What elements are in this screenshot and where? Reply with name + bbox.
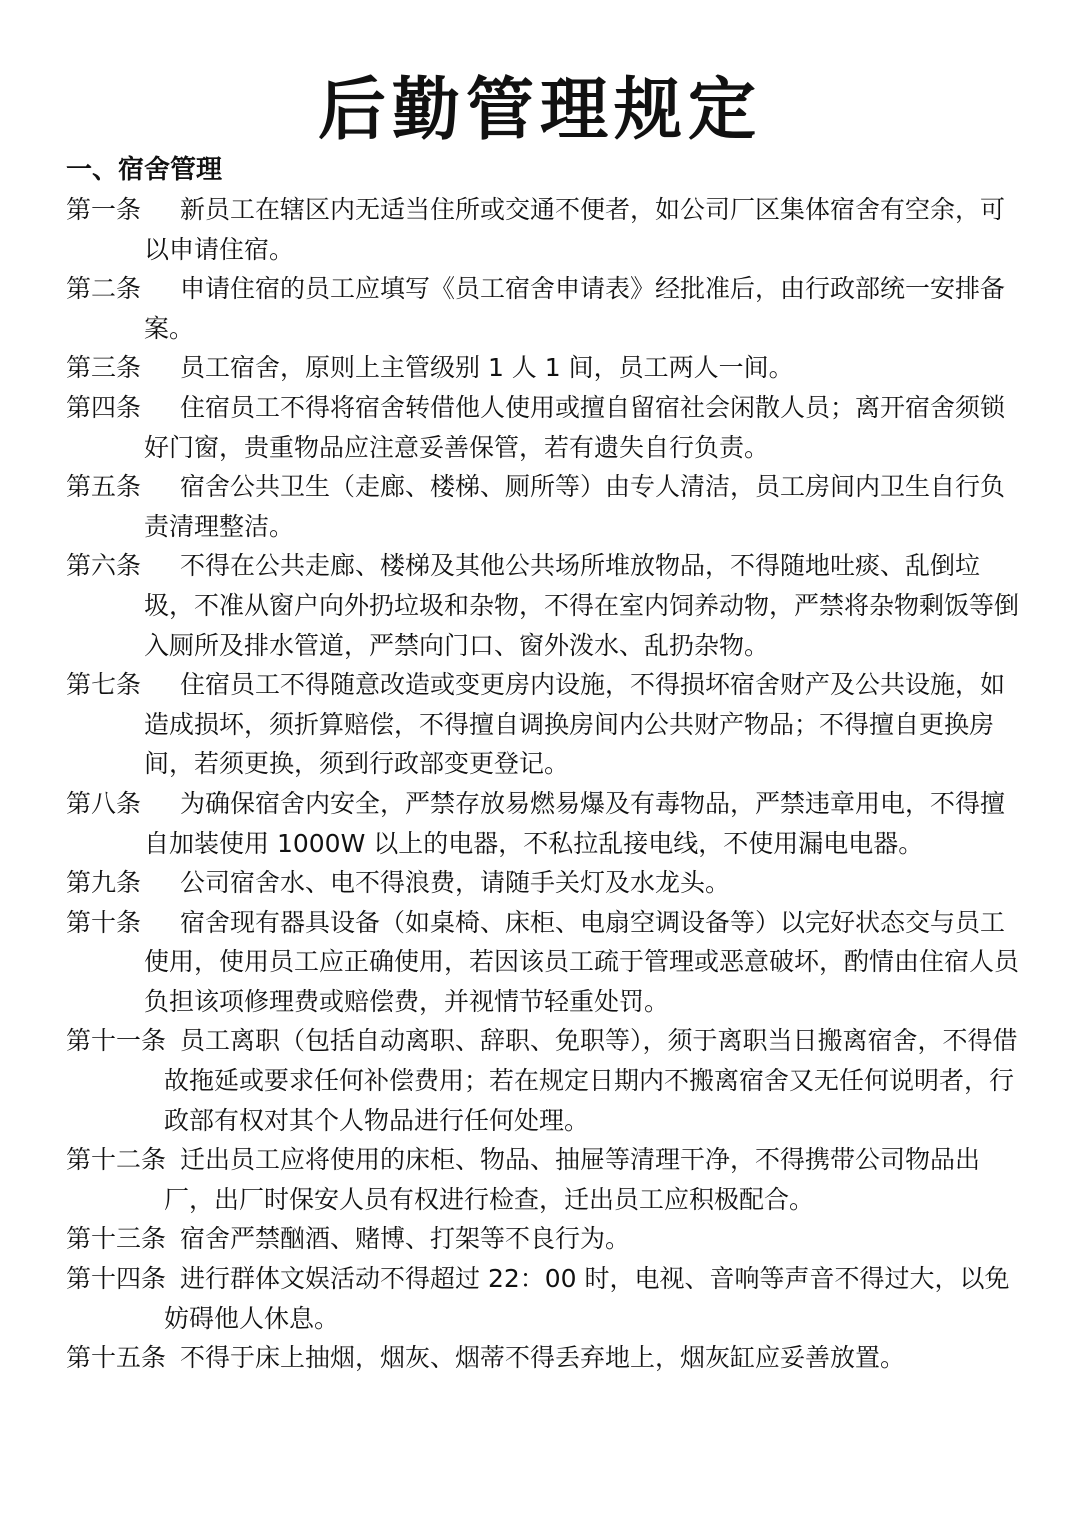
article-text: 进行群体文娱活动不得超过 22：00 时，电视、音响等声音不得过大，以免妨碍他人休息。	[164, 1264, 1010, 1333]
article-number: 第七条	[66, 670, 142, 700]
article-text: 为确保宿舍内安全，严禁存放易燃易爆及有毒物品，严禁违章用电，不得擅自加装使用 1000W 以上的电器，不私拉乱接电线，不使用漏电电器。	[144, 788, 1006, 858]
article-number: 第十五条	[66, 1343, 167, 1373]
article-text: 住宿员工不得随意改造或变更房内设施，不得损坏宿舍财产及公共设施，如造成损坏，须折算赔偿，不得擅自调换房间内公共财产物品；不得擅自更换房间，若须更换，须到行政部变更登记。	[144, 670, 1006, 779]
article-6	[66, 546, 1026, 665]
article-5	[66, 467, 1026, 546]
article-number: 第九条	[66, 868, 142, 898]
article-14	[66, 1259, 1026, 1338]
article-1	[66, 190, 1026, 269]
article-number: 第三条	[66, 353, 142, 383]
section-heading: 一、宿舍管理	[66, 155, 223, 185]
article-7	[66, 665, 1026, 784]
article-list	[66, 190, 1026, 1378]
article-number: 第八条	[66, 788, 142, 818]
article-10	[66, 903, 1026, 1022]
article-number: 第十二条	[66, 1145, 167, 1175]
article-3	[66, 348, 1026, 388]
article-13	[66, 1219, 1026, 1259]
article-12	[66, 1140, 1026, 1219]
article-text: 申请住宿的员工应填写《员工宿舍申请表》经批准后，由行政部统一安排备案。	[144, 274, 1006, 343]
article-text: 住宿员工不得将宿舍转借他人使用或擅自留宿社会闲散人员；离开宿舍须锁好门窗，贵重物品应注意妥善保管，若有遗失自行负责。	[144, 392, 1006, 462]
article-9	[66, 863, 1026, 903]
article-number: 第四条	[66, 392, 142, 422]
article-15	[66, 1338, 1026, 1378]
article-text: 不得在公共走廊、楼梯及其他公共场所堆放物品，不得随地吐痰、乱倒垃圾，不准从窗户向外扔垃圾和杂物，不得在室内饲养动物，严禁将杂物剩饭等倒入厕所及排水管道，严禁向门口、窗外泼水、乱扔杂物。	[144, 551, 1020, 660]
article-number: 第一条	[66, 195, 142, 224]
article-number: 第十条	[66, 907, 142, 937]
article-text: 宿舍严禁酗酒、赌博、打架等不良行为。	[180, 1224, 631, 1254]
article-number: 第六条	[66, 551, 142, 581]
article-8	[66, 784, 1026, 863]
article-text: 宿舍公共卫生（走廊、楼梯、厕所等）由专人清洁，员工房间内卫生自行负责清理整洁。	[144, 472, 1006, 541]
article-11	[66, 1021, 1026, 1140]
article-number: 第二条	[66, 274, 142, 304]
article-text: 公司宿舍水、电不得浪费，请随手关灯及水龙头。	[180, 868, 731, 898]
document-title: 后勤管理规定	[317, 71, 762, 150]
article-text: 迁出员工应将使用的床柜、物品、抽屉等清理干净，不得携带公司物品出厂，出厂时保安人员有权进行检查，迁出员工应积极配合。	[164, 1145, 981, 1214]
article-4	[66, 388, 1026, 467]
article-2	[66, 269, 1026, 348]
article-text: 不得于床上抽烟，烟灰、烟蒂不得丢弃地上，烟灰缸应妥善放置。	[180, 1343, 906, 1373]
article-text: 新员工在辖区内无适当住所或交通不便者，如公司厂区集体宿舍有空余，可以申请住宿。	[144, 195, 1006, 264]
article-text: 宿舍现有器具设备（如桌椅、床柜、电扇空调设备等）以完好状态交与员工使用，使用员工应正确使用，若因该员工疏于管理或恶意破坏，酌情由住宿人员负担该项修理费或赔偿费，并视情节轻重处罚。	[144, 907, 1020, 1016]
article-number: 第十四条	[66, 1264, 167, 1294]
article-text: 员工离职（包括自动离职、辞职、免职等），须于离职当日搬离宿舍，不得借故拖延或要求任何补偿费用；若在规定日期内不搬离宿舍又无任何说明者，行政部有权对其个人物品进行任何处理。	[164, 1026, 1018, 1135]
article-number: 第十一条	[66, 1026, 167, 1056]
article-number: 第五条	[66, 472, 142, 502]
article-text: 员工宿舍，原则上主管级别 1 人 1 间，员工两人一间。	[180, 353, 794, 383]
article-number: 第十三条	[66, 1224, 167, 1254]
